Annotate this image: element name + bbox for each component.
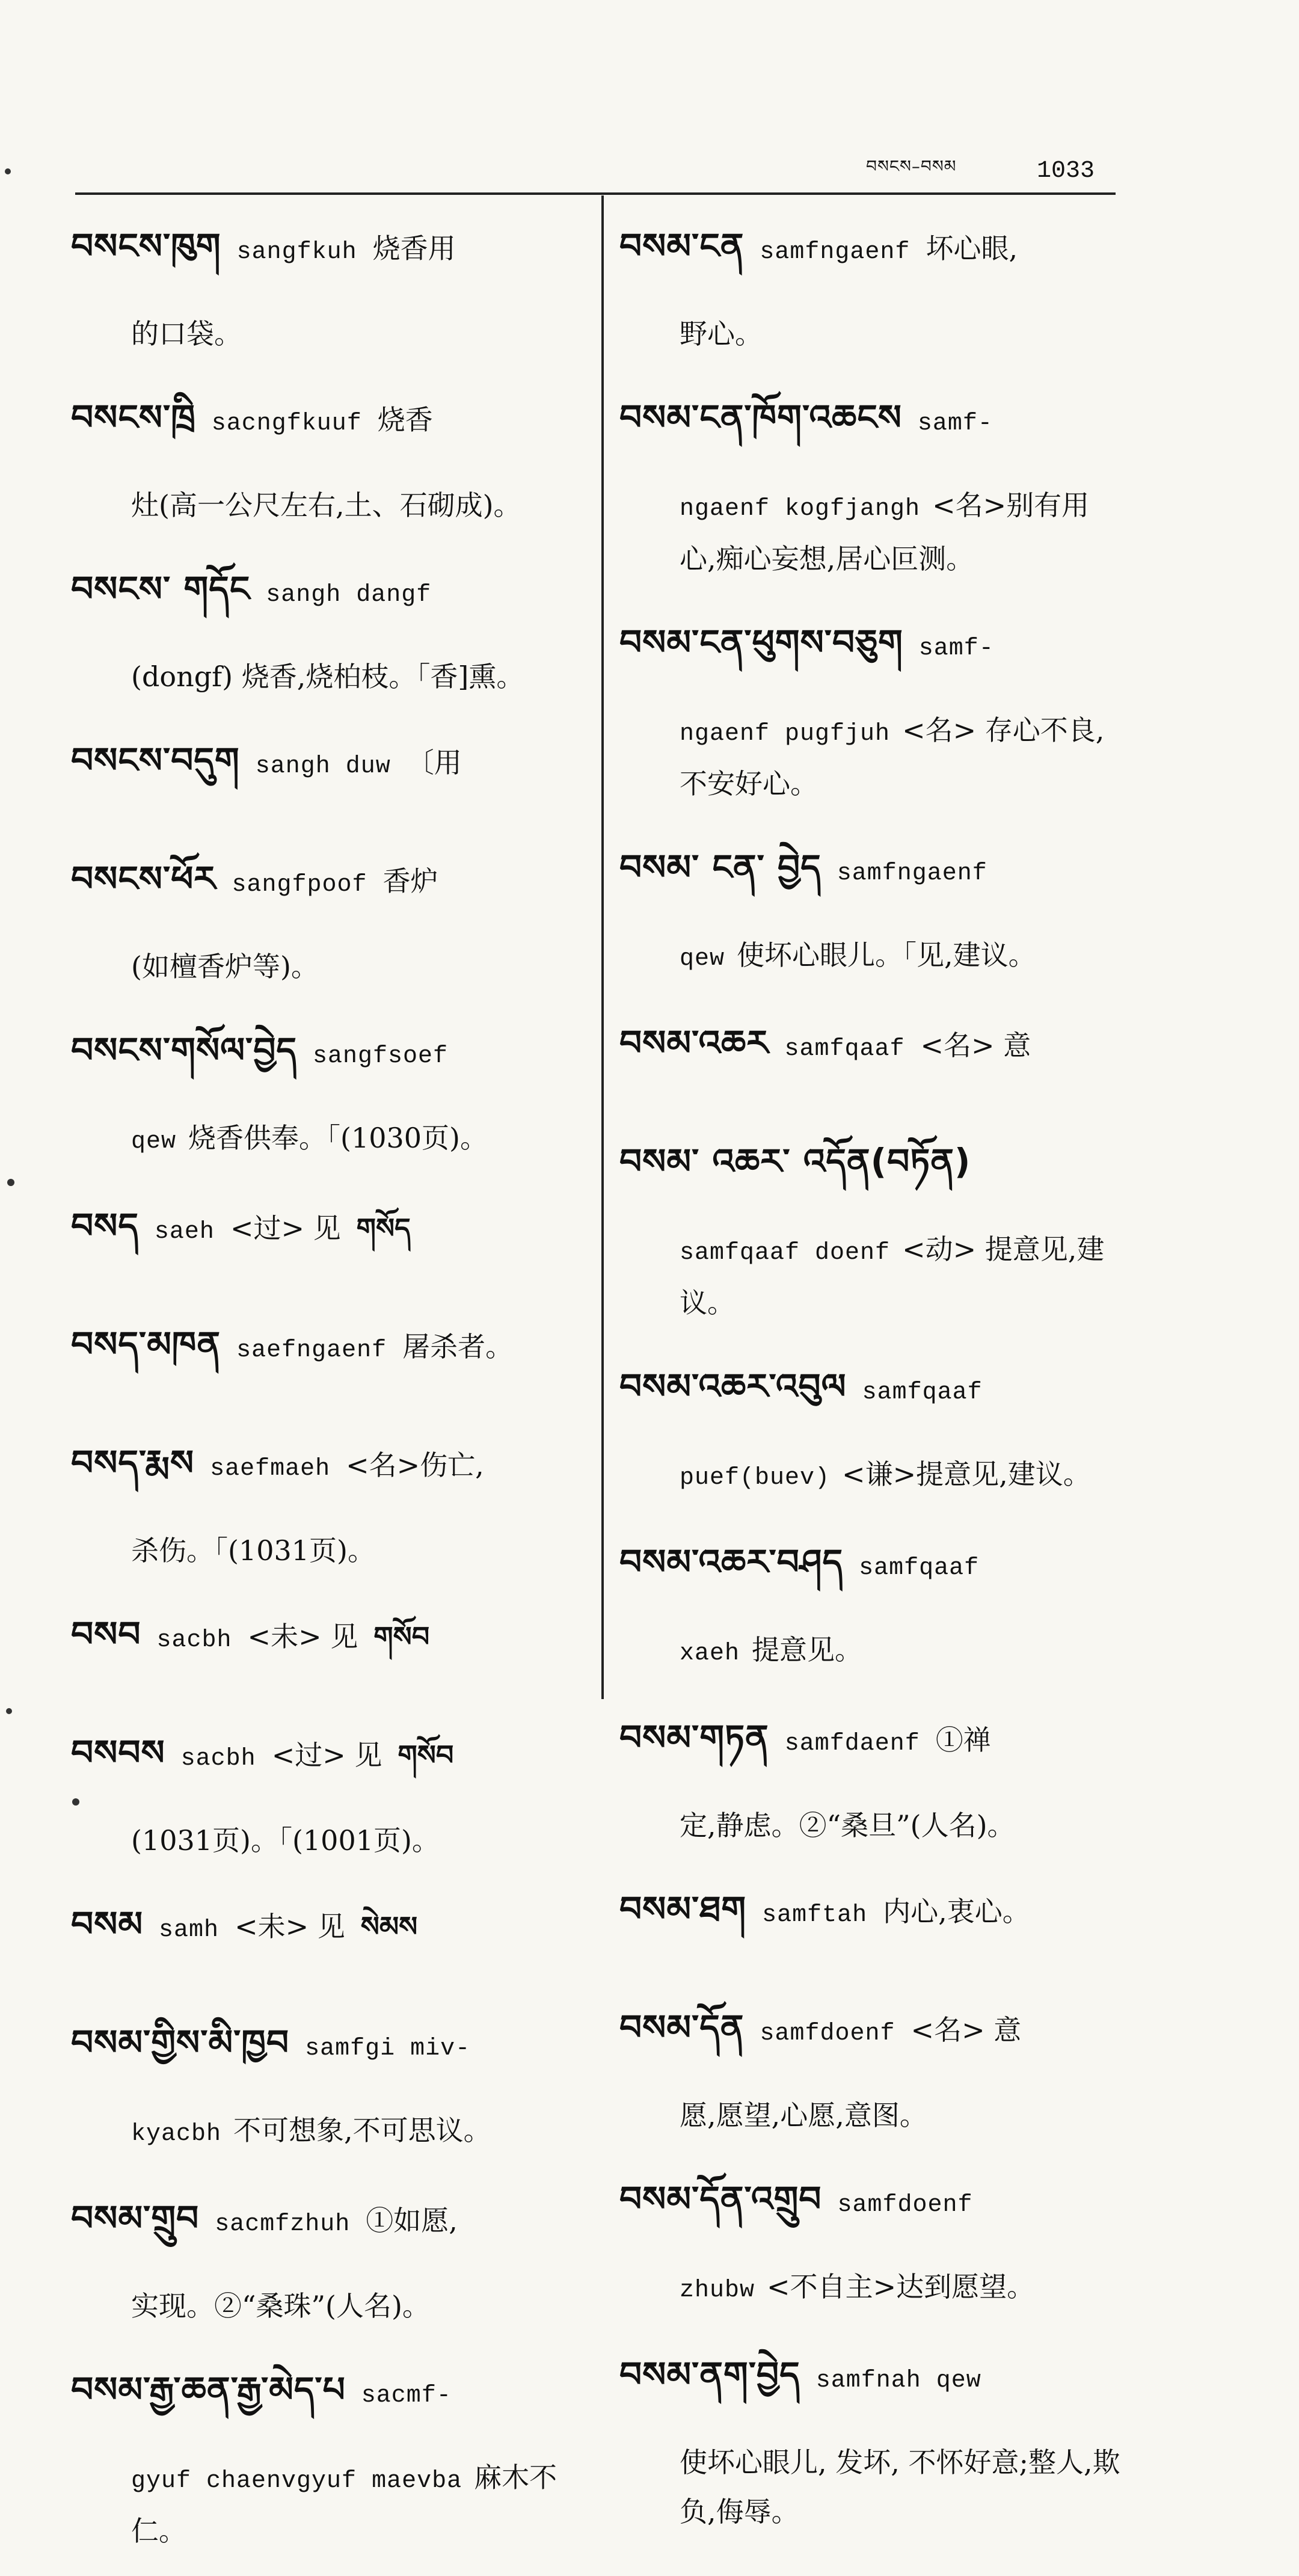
definition: <名> 意	[920, 1029, 1031, 1062]
entry-continuation	[71, 942, 576, 991]
scan-speck	[6, 1708, 12, 1714]
entry-continuation	[71, 2281, 576, 2331]
tibetan-headword: བསད་མཁན	[71, 1324, 221, 1365]
dictionary-entry	[619, 1348, 1122, 1503]
dictionary-entry	[619, 1699, 1122, 1850]
dictionary-entry	[619, 829, 1122, 984]
romanization-continued: kyacbh	[131, 2121, 222, 2148]
romanization: samf-	[918, 635, 994, 662]
romanization: samf-	[917, 410, 993, 437]
entry-headline	[71, 1424, 576, 1522]
definition: 〔用	[406, 746, 462, 779]
entry-headline	[619, 1123, 1122, 1221]
tibetan-headword: བསངས་ གདོང	[71, 568, 251, 609]
definition: <未> 见	[247, 1620, 358, 1653]
tibetan-headword: བསམ་གྲུབ	[71, 2198, 200, 2239]
romanization: samfngaenf	[837, 860, 987, 887]
definition-continued: (dongf) 烧香,烧柏枝。「香]熏。	[131, 660, 524, 693]
entry-continuation	[619, 930, 1122, 984]
tibetan-headword: བསམ་ངན	[619, 226, 745, 266]
entry-continuation	[619, 481, 1122, 583]
romanization: sangfkuh	[236, 239, 357, 266]
page-number: 1033	[1036, 158, 1095, 185]
tibetan-headword: བསམ་ངན་ཁོག་འཆངས	[619, 397, 902, 438]
definition-continued: 麻木不仁。	[131, 2461, 557, 2547]
dictionary-entry	[71, 2180, 576, 2331]
tibetan-headword: བསམ་ངན་ཕུགས་བཅུག	[619, 622, 903, 663]
dictionary-entry	[71, 1886, 576, 1984]
romanization: sangfsoef	[313, 1043, 449, 1070]
dictionary-entry	[71, 1187, 576, 1285]
definition: 屠杀者。	[402, 1330, 514, 1363]
entry-headline	[619, 829, 1122, 927]
tibetan-headword: བསམ་འཆར་བཤད	[619, 1542, 844, 1582]
dictionary-entry	[619, 2160, 1122, 2316]
romanization: sangh dangf	[266, 582, 432, 609]
dictionary-entry	[619, 1123, 1122, 1327]
romanization: samfgi miv-	[305, 2035, 471, 2062]
scan-speck	[5, 168, 11, 174]
tibetan-headword: བསངས་བདུག	[71, 740, 240, 781]
romanization: sacmf-	[361, 2382, 452, 2409]
right-column	[619, 207, 1122, 2557]
definition-continued: 使坏心眼儿。「见,建议。	[737, 939, 1036, 971]
romanization: sangfpoof	[232, 871, 367, 899]
romanization: samftah	[762, 1902, 868, 1929]
entry-continuation	[71, 1816, 576, 1865]
entry-continuation	[619, 309, 1122, 358]
tibetan-headword: བསམ་གཏན	[619, 1717, 769, 1758]
dictionary-entry	[71, 2351, 576, 2556]
entry-headline	[619, 1989, 1122, 2087]
entry-headline	[71, 1012, 576, 1110]
entry-headline	[71, 1187, 576, 1285]
entry-headline	[71, 1596, 576, 1694]
dictionary-entry	[71, 1306, 576, 1404]
definition: 烧香用	[372, 232, 456, 265]
definition-continued: 野心。	[680, 318, 763, 350]
romanization: samfnah qew	[815, 2367, 981, 2394]
cross-reference: གསོབ	[398, 1739, 454, 1771]
entry-continuation	[619, 1449, 1122, 1503]
entry-continuation	[71, 309, 576, 358]
romanization-continued: qew	[680, 945, 725, 973]
dictionary-entry	[71, 207, 576, 358]
header-rule	[75, 192, 1116, 195]
tibetan-headword: བསམ་ནག་བྱེད	[619, 2354, 800, 2395]
definition-continued: (1031页)。「(1001页)。	[131, 1824, 440, 1857]
tibetan-headword: བསམ་གྱིས་མི་ཁྱབ	[71, 2022, 290, 2063]
cross-reference: གསོད	[356, 1212, 411, 1244]
entry-continuation	[619, 1801, 1122, 1850]
tibetan-headword: བསད	[71, 1205, 139, 1246]
entry-headline	[619, 379, 1122, 477]
definition-continued: 愿,愿望,心愿,意图。	[680, 2099, 927, 2132]
entry-continuation	[619, 1625, 1122, 1679]
definition: <未> 见	[235, 1910, 345, 1943]
entry-continuation	[619, 705, 1122, 808]
definition-continued: 实现。②“桑珠”(人名)。	[131, 2290, 430, 2322]
definition-continued: 烧香供奉。「(1030页)。	[188, 1122, 488, 1154]
tibetan-headword: བསད་རྨས	[71, 1442, 195, 1483]
romanization: saeh	[154, 1219, 215, 1246]
column-divider	[601, 195, 604, 1699]
entry-continuation	[71, 481, 576, 530]
entry-headline	[71, 207, 576, 306]
definition-continued: <动> 提意见,建议。	[680, 1233, 1105, 1319]
tibetan-headword: བསབ	[71, 1614, 141, 1655]
entry-headline	[619, 1523, 1122, 1622]
romanization: sacmfzhuh	[215, 2211, 351, 2238]
definition-continued: 提意见。	[752, 1634, 863, 1666]
definition-continued: 不可想象,不可思议。	[233, 2114, 491, 2147]
definition-continued: <不自主>达到愿望。	[767, 2270, 1035, 2303]
definition-continued: <谦>提意见,建议。	[842, 1458, 1091, 1490]
entry-headline	[619, 1871, 1122, 1969]
definition-continued: 使坏心眼儿, 发坏, 不怀好意;整人,欺负,侮辱。	[680, 2446, 1120, 2528]
romanization: sacbh	[180, 1745, 256, 1772]
entry-headline	[71, 1306, 576, 1404]
entry-continuation	[619, 1225, 1122, 1327]
definition: 坏心眼,	[926, 232, 1018, 265]
dictionary-entry	[71, 1596, 576, 1694]
romanization: samh	[159, 1917, 220, 1944]
dictionary-entry	[71, 379, 576, 530]
dictionary-entry	[71, 2004, 576, 2159]
entry-headline	[619, 1004, 1122, 1102]
dictionary-entry	[619, 1871, 1122, 1969]
definition-continued: (如檀香炉等)。	[131, 950, 319, 983]
tibetan-headword: བསངས་ཁྲི	[71, 397, 196, 438]
dictionary-entry	[619, 604, 1122, 808]
romanization-continued: ngaenf pugfjuh	[680, 721, 891, 748]
entry-headline	[619, 1348, 1122, 1446]
romanization: samfdoenf	[760, 2020, 895, 2047]
definition-continued: 灶(高一公尺左右,土、石砌成)。	[131, 489, 521, 521]
entry-headline	[71, 1886, 576, 1984]
romanization: sangh duw	[255, 753, 391, 780]
romanization: saefmaeh	[210, 1456, 331, 1483]
definition: <过> 见	[271, 1739, 382, 1771]
entry-headline	[619, 1699, 1122, 1797]
cross-reference: གསོབ	[373, 1620, 430, 1653]
definition: ①如愿,	[366, 2204, 458, 2237]
definition: <名> 意	[911, 2014, 1022, 2046]
tibetan-headword: བསངས་ཕོར	[71, 858, 216, 899]
dictionary-entry	[619, 1523, 1122, 1679]
entry-headline	[71, 550, 576, 648]
definition: 烧香	[377, 404, 433, 436]
dictionary-entry	[619, 1989, 1122, 2140]
definition-continued: <名>别有用心,痴心妄想,居心叵测。	[680, 489, 1090, 575]
entry-continuation	[619, 2091, 1122, 2140]
entry-headline	[619, 2160, 1122, 2258]
romanization-continued: samfqaaf doenf	[680, 1240, 891, 1267]
dictionary-entry	[71, 1424, 576, 1575]
romanization: samfdoenf	[837, 2192, 973, 2219]
romanization: sacngfkuuf	[211, 410, 362, 437]
tibetan-headword: བསམ་དོན	[619, 2007, 745, 2048]
romanization-continued: ngaenf kogfjangh	[680, 496, 921, 523]
definition: <名>伤亡,	[346, 1449, 484, 1481]
dictionary-entry	[71, 1012, 576, 1167]
tibetan-headword: བསམ་འཆར་འབུལ	[619, 1366, 847, 1407]
tibetan-headword: བསམ་རྒྱ་ཆན་རྒྱ་མེད་པ	[71, 2369, 346, 2410]
entry-headline	[619, 604, 1122, 702]
romanization: samfngaenf	[760, 239, 911, 266]
scan-speck	[72, 1798, 79, 1806]
entry-headline	[71, 1714, 576, 1812]
entry-continuation	[71, 1526, 576, 1575]
dictionary-entry	[71, 722, 576, 820]
romanization: sacbh	[156, 1627, 232, 1654]
running-head	[866, 147, 1095, 195]
entry-continuation	[71, 2106, 576, 2159]
dictionary-entry	[619, 379, 1122, 583]
romanization: samfqaaf	[859, 1555, 980, 1582]
romanization: saefngaenf	[236, 1337, 387, 1364]
tibetan-headword: བསམ་ ངན་ བྱེད	[619, 847, 821, 888]
definition: ①禅	[935, 1724, 991, 1756]
entry-headline	[71, 722, 576, 820]
tibetan-headword: བསངས་ཁུག	[71, 226, 221, 266]
definition-continued: <名> 存心不良,不安好心。	[680, 714, 1105, 800]
entry-headline	[71, 2351, 576, 2449]
romanization-continued: puef(buev)	[680, 1465, 831, 1492]
romanization: samfqaaf	[862, 1379, 983, 1406]
dictionary-entry	[619, 207, 1122, 358]
dictionary-entry	[619, 2336, 1122, 2536]
romanization: samfqaaf	[784, 1036, 905, 1063]
romanization-continued: qew	[131, 1128, 177, 1155]
entry-headline	[71, 2004, 576, 2102]
tibetan-headword: བསངས་གསོལ་བྱེད	[71, 1030, 297, 1071]
dictionary-entry	[71, 1714, 576, 1865]
romanization-continued: gyuf chaenvgyuf maevba	[131, 2468, 462, 2495]
entry-headline	[71, 840, 576, 938]
definition-continued: 的口袋。	[131, 318, 242, 350]
definition: 内心,衷心。	[883, 1895, 1030, 1928]
dictionary-entry	[71, 840, 576, 991]
entry-continuation	[619, 2438, 1122, 2536]
guide-words: བསངས–བསམ	[866, 156, 957, 176]
definition-continued: 杀伤。「(1031页)。	[131, 1534, 375, 1567]
entry-continuation	[71, 1113, 576, 1167]
entry-headline	[71, 2180, 576, 2278]
entry-continuation	[619, 2262, 1122, 2316]
entry-headline	[619, 2336, 1122, 2434]
tibetan-headword: བསམ་དོན་འགྲུབ	[619, 2178, 822, 2219]
definition: 香炉	[382, 865, 438, 897]
tibetan-headword: བསམ	[71, 1904, 144, 1944]
entry-continuation	[71, 652, 576, 701]
definition-continued: 定,静虑。②“桑旦”(人名)。	[680, 1809, 1015, 1842]
dictionary-entry	[619, 1004, 1122, 1102]
tibetan-headword: བསབས	[71, 1732, 165, 1773]
entry-headline	[71, 379, 576, 477]
dictionary-entry	[71, 550, 576, 701]
romanization-continued: xaeh	[680, 1640, 740, 1667]
cross-reference: སེམས	[360, 1910, 418, 1943]
definition: <过> 见	[230, 1212, 341, 1244]
tibetan-headword: བསམ་ཐག	[619, 1889, 747, 1929]
entry-headline	[619, 207, 1122, 306]
entry-continuation	[71, 2453, 576, 2556]
tibetan-headword: བསམ་ འཆར་ འདོན(བཏོན)	[619, 1141, 971, 1182]
tibetan-headword: བསམ་འཆར	[619, 1022, 769, 1063]
scan-speck	[7, 1179, 14, 1186]
romanization: samfdaenf	[784, 1730, 920, 1757]
romanization-continued: zhubw	[680, 2277, 755, 2304]
left-column	[71, 207, 576, 2576]
